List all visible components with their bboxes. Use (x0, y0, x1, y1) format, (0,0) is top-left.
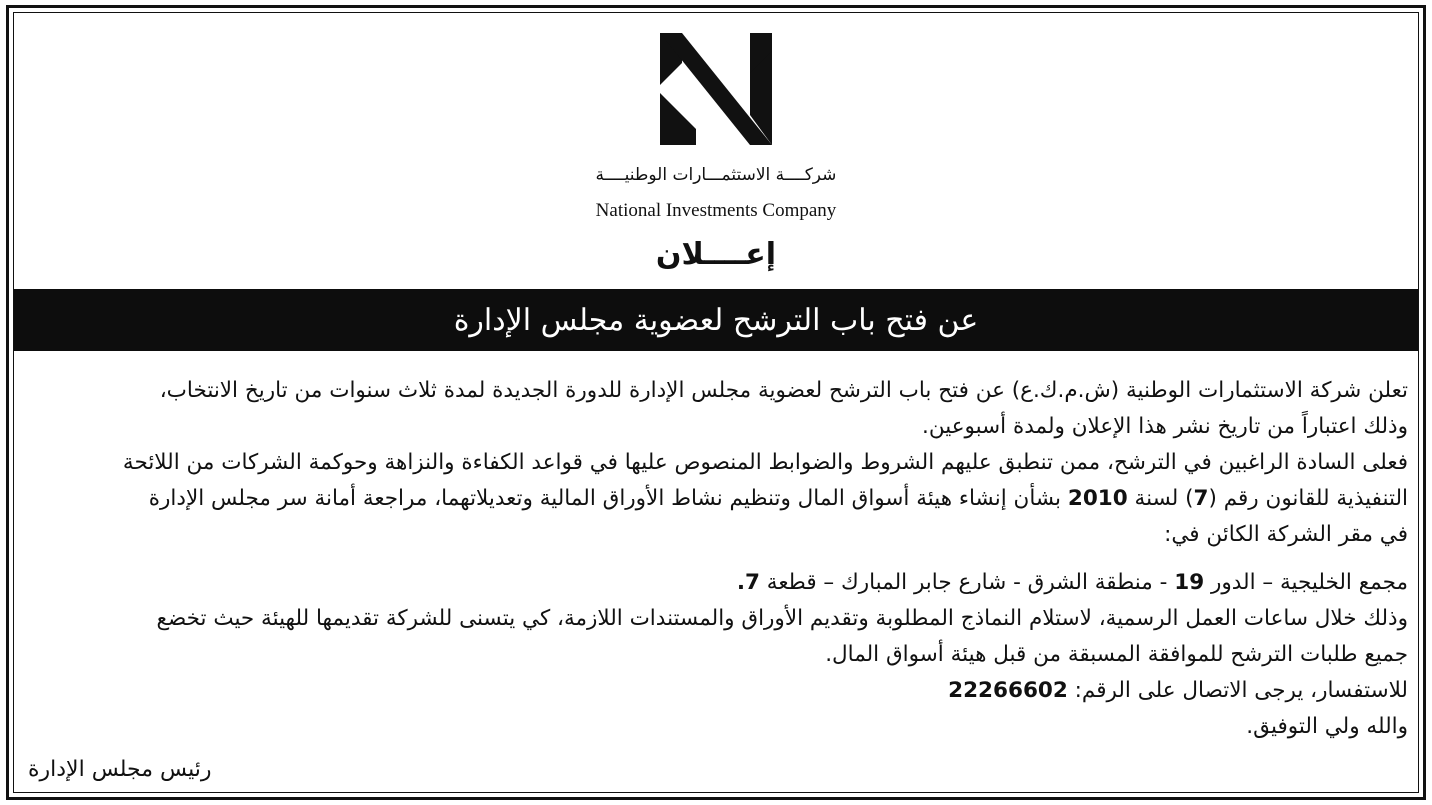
paragraph-line: جميع طلبات الترشح للموافقة المسبقة من قبل هيئة أسواق المال. (825, 642, 1408, 667)
announcement-title: إعــــلان (655, 237, 777, 272)
ad-inner-frame (13, 12, 1419, 793)
address-end: . (736, 570, 745, 595)
banner-title: عن فتح باب الترشح لعضوية مجلس الإدارة (453, 302, 979, 338)
company-name-arabic: شركــــة الاستثمـــارات الوطنيــــة (595, 165, 837, 185)
contact-label: للاستفسار، يرجى الاتصال على الرقم: (1067, 678, 1408, 703)
closing-line: والله ولي التوفيق. (1246, 714, 1408, 739)
announcement-body (24, 373, 1408, 745)
nic-logo-icon (660, 33, 772, 145)
paragraph-line: وذلك اعتباراً من تاريخ نشر هذا الإعلان ولمدة أسبوعين. (922, 414, 1408, 439)
contact-line (24, 673, 1408, 709)
phone-number: 22266602 (948, 678, 1068, 703)
floor-number: 19 (1174, 570, 1205, 595)
company-logo (14, 33, 1418, 148)
address-line (24, 565, 1408, 601)
ad-outer-frame (6, 5, 1426, 800)
law-reference-line (24, 481, 1408, 517)
law-number: 7 (1193, 486, 1209, 511)
paragraph-line: وذلك خلال ساعات العمل الرسمية، لاستلام النماذج المطلوبة وتقديم الأوراق والمستندات اللازمة، كي يتسنى للشركة تقديمها للهيئة حيث تخضع (156, 606, 1408, 631)
company-name-english: National Investments Company (595, 200, 837, 221)
paragraph-line: تعلن شركة الاستثمارات الوطنية (ش.م.ك.ع) عن فتح باب الترشح لعضوية مجلس الإدارة للدورة الجديدة لمدة ثلاث سنوات من تاريخ الانتخاب، (159, 378, 1408, 403)
block-number: 7 (744, 570, 760, 595)
law-text-c: بشأن إنشاء هيئة أسواق المال وتنظيم نشاط الأوراق المالية وتعديلاتهما، مراجعة أمانة سر مجلس الإدارة (148, 486, 1068, 511)
law-text-b: ) لسنة (1127, 486, 1194, 511)
paragraph-line: في مقر الشركة الكائن في: (1164, 522, 1408, 547)
title-banner (14, 289, 1418, 351)
address-text-a: مجمع الخليجية – الدور (1204, 570, 1408, 595)
law-year: 2010 (1067, 486, 1128, 511)
signature: رئيس مجلس الإدارة (28, 757, 212, 782)
address-text-b: - منطقة الشرق - شارع جابر المبارك – قطعة (759, 570, 1175, 595)
law-text-a: التنفيذية للقانون رقم ( (1208, 486, 1408, 511)
paragraph-line: فعلى السادة الراغبين في الترشح، ممن تنطبق عليهم الشروط والضوابط المنصوص عليها في قواعد الكفاءة والنزاهة وحوكمة الشركات من اللائحة (122, 450, 1408, 475)
